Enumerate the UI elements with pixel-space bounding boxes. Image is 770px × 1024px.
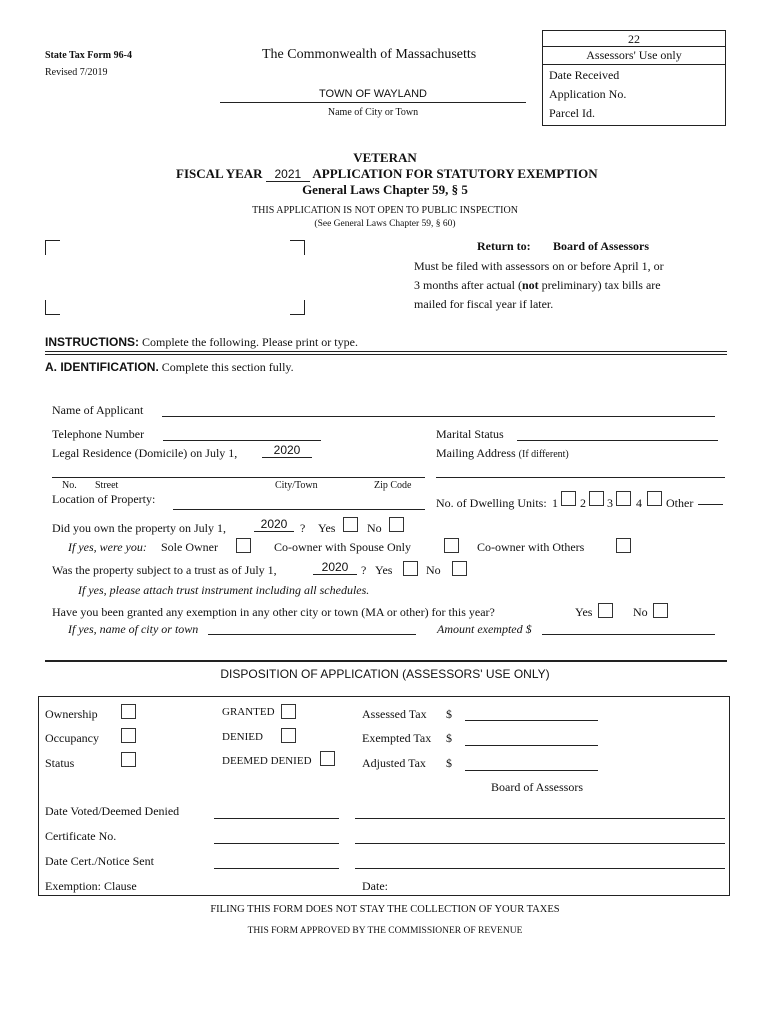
sole-owner-checkbox[interactable] xyxy=(236,538,251,553)
instructions-rule xyxy=(45,354,727,355)
address-window-corner xyxy=(290,300,305,315)
parcel-id-label: Parcel Id. xyxy=(549,106,595,120)
return-to-line2: 3 months after actual (not preliminary) tax bills are xyxy=(414,278,661,292)
residence-address-field[interactable] xyxy=(52,477,425,478)
dwelling-units-label: No. of Dwelling Units: xyxy=(436,496,547,510)
trust-no-label: No xyxy=(426,563,441,577)
dwelling-unit-option-label: 4 xyxy=(636,496,642,510)
deemed-denied-label: DEEMED DENIED xyxy=(222,755,312,767)
fiscal-year-field[interactable]: 2021 xyxy=(266,167,310,182)
residence-year-field[interactable]: 2020 xyxy=(262,443,312,458)
board-of-assessors-label: Board of Assessors xyxy=(491,780,583,794)
trust-yes-checkbox[interactable] xyxy=(403,561,418,576)
return-to-label: Return to: xyxy=(477,239,531,253)
coowner-spouse-label: Co-owner with Spouse Only xyxy=(274,540,411,554)
telephone-field[interactable] xyxy=(163,440,321,441)
exemption-no-label: No xyxy=(633,605,648,619)
public-inspection-ref: (See General Laws Chapter 59, § 60) xyxy=(314,219,456,229)
town-caption: Name of City or Town xyxy=(327,107,419,118)
dwelling-unit-option-label: 1 xyxy=(552,496,558,510)
public-inspection-notice: THIS APPLICATION IS NOT OPEN TO PUBLIC INSPECTION xyxy=(252,205,518,216)
coowner-spouse-checkbox[interactable] xyxy=(444,538,459,553)
dwelling-unit-checkbox[interactable] xyxy=(647,491,662,506)
assessors-use-box xyxy=(542,30,726,126)
deemed-denied-checkbox[interactable] xyxy=(320,751,335,766)
title-veteran: VETERAN xyxy=(353,150,417,165)
footer-approval-notice: THIS FORM APPROVED BY THE COMMISSIONER OF REVENUE xyxy=(247,926,523,936)
coowner-others-checkbox[interactable] xyxy=(616,538,631,553)
trust-year-field[interactable]: 2020 xyxy=(313,560,357,575)
address-window-corner xyxy=(45,300,60,315)
ownership-checkbox[interactable] xyxy=(121,704,136,719)
adjusted-tax-label: Adjusted Tax xyxy=(362,756,426,770)
trust-instrument-note: If yes, please attach trust instrument including all schedules. xyxy=(78,583,370,597)
exemption-city-field[interactable] xyxy=(208,634,416,635)
date-received-label: Date Received xyxy=(549,68,620,82)
address-street-caption: Street xyxy=(95,480,119,491)
address-window-corner xyxy=(290,240,305,255)
amount-exempted-field[interactable] xyxy=(542,634,715,635)
own-year-field[interactable]: 2020 xyxy=(254,517,294,532)
exemption-no-checkbox[interactable] xyxy=(653,603,668,618)
address-window-corner xyxy=(45,240,60,255)
certificate-no-field[interactable] xyxy=(214,843,339,844)
title-statute: General Laws Chapter 59, § 5 xyxy=(302,182,468,197)
disposition-rule xyxy=(45,660,727,662)
footer-collection-notice: FILING THIS FORM DOES NOT STAY THE COLLECTION OF YOUR TAXES xyxy=(210,904,560,915)
marital-status-field[interactable] xyxy=(517,440,718,441)
occupancy-checkbox[interactable] xyxy=(121,728,136,743)
trust-no-checkbox[interactable] xyxy=(452,561,467,576)
date-voted-field[interactable] xyxy=(214,818,339,819)
exemption-yes-label: Yes xyxy=(575,605,593,619)
exempted-tax-label: Exempted Tax xyxy=(362,731,432,745)
own-yes-checkbox[interactable] xyxy=(343,517,358,532)
assessor-box-number: 22 xyxy=(628,32,640,46)
assessor-signature-line[interactable] xyxy=(355,868,725,869)
ownership-label: Ownership xyxy=(45,707,98,721)
granted-label: GRANTED xyxy=(222,706,275,718)
section-a-heading: A. IDENTIFICATION. Complete this section fully. xyxy=(45,360,294,374)
marital-status-label: Marital Status xyxy=(436,427,504,441)
date-cert-field[interactable] xyxy=(214,868,339,869)
applicant-name-label: Name of Applicant xyxy=(52,403,144,417)
assessor-box-title: Assessors' Use only xyxy=(586,48,682,62)
assessor-signature-line[interactable] xyxy=(355,818,725,819)
dwelling-unit-option-label: 2 xyxy=(580,496,586,510)
commonwealth-heading: The Commonwealth of Massachusetts xyxy=(262,47,477,62)
address-zip-caption: Zip Code xyxy=(374,480,412,491)
certificate-no-label: Certificate No. xyxy=(45,829,117,843)
own-no-label: No xyxy=(367,521,382,535)
legal-residence-label: Legal Residence (Domicile) on July 1, xyxy=(52,446,238,460)
date-voted-label: Date Voted/Deemed Denied xyxy=(45,804,180,818)
amount-exempted-label: Amount exempted $ xyxy=(437,622,532,636)
dwelling-unit-checkbox[interactable] xyxy=(616,491,631,506)
adjusted-tax-field[interactable] xyxy=(465,770,598,771)
dwelling-unit-checkbox[interactable] xyxy=(561,491,576,506)
exempted-tax-dollar: $ xyxy=(446,731,452,745)
form-number: State Tax Form 96-4 xyxy=(45,50,132,61)
dwelling-unit-option-label: 3 xyxy=(607,496,613,510)
address-no-caption: No. xyxy=(62,480,77,491)
return-to-recipient: Board of Assessors xyxy=(553,239,650,253)
town-name: TOWN OF WAYLAND xyxy=(319,88,427,100)
return-to-line1: Must be filed with assessors on or before April 1, or xyxy=(414,259,664,273)
other-exemption-question: Have you been granted any exemption in any other city or town (MA or other) for this year? xyxy=(52,605,495,619)
trust-question: Was the property subject to a trust as of July 1, xyxy=(52,563,277,577)
occupancy-label: Occupancy xyxy=(45,731,99,745)
date-cert-label: Date Cert./Notice Sent xyxy=(45,854,154,868)
instructions: INSTRUCTIONS: Complete the following. Please print or type. xyxy=(45,335,358,349)
denied-checkbox[interactable] xyxy=(281,728,296,743)
own-property-question: Did you own the property on July 1, xyxy=(52,521,226,535)
exempted-tax-field[interactable] xyxy=(465,745,598,746)
dwelling-other-label: Other xyxy=(666,496,694,510)
title-line2: FISCAL YEAR 2021 APPLICATION FOR STATUTORY EXEMPTION xyxy=(176,166,598,181)
assessed-tax-label: Assessed Tax xyxy=(362,707,427,721)
status-label: Status xyxy=(45,756,75,770)
trust-yes-label: Yes xyxy=(375,563,393,577)
dwelling-other-field[interactable] xyxy=(698,504,723,505)
assessed-tax-field[interactable] xyxy=(465,720,598,721)
coowner-others-label: Co-owner with Others xyxy=(477,540,585,554)
assessed-tax-dollar: $ xyxy=(446,707,452,721)
own-yes-label: Yes xyxy=(318,521,336,535)
granted-checkbox[interactable] xyxy=(281,704,296,719)
exemption-clause-label: Exemption: Clause xyxy=(45,879,137,893)
own-no-checkbox[interactable] xyxy=(389,517,404,532)
adjusted-tax-dollar: $ xyxy=(446,756,452,770)
disposition-date-label: Date: xyxy=(362,879,388,893)
exemption-city-label: If yes, name of city or town xyxy=(68,622,199,636)
instructions-rule xyxy=(45,351,727,352)
status-checkbox[interactable] xyxy=(121,752,136,767)
return-to-line3: mailed for fiscal year if later. xyxy=(414,297,554,311)
application-no-label: Application No. xyxy=(549,87,627,101)
own-question-mark: ? xyxy=(300,521,306,535)
if-yes-were-you: If yes, were you: xyxy=(68,540,147,554)
mailing-address-label: Mailing Address (If different) xyxy=(436,446,569,460)
applicant-name-field[interactable] xyxy=(162,416,715,417)
town-underline xyxy=(220,102,526,103)
revised-date: Revised 7/2019 xyxy=(45,67,108,78)
property-location-label: Location of Property: xyxy=(52,492,156,506)
mailing-address-field[interactable] xyxy=(436,477,725,478)
property-location-field[interactable] xyxy=(173,509,425,510)
trust-question-mark: ? xyxy=(361,563,367,577)
sole-owner-label: Sole Owner xyxy=(161,540,218,554)
disposition-title: DISPOSITION OF APPLICATION (ASSESSORS' USE ONLY) xyxy=(220,667,550,681)
assessor-signature-line[interactable] xyxy=(355,843,725,844)
address-city-caption: City/Town xyxy=(275,480,318,491)
telephone-label: Telephone Number xyxy=(52,427,145,441)
denied-label: DENIED xyxy=(222,731,263,743)
exemption-yes-checkbox[interactable] xyxy=(598,603,613,618)
dwelling-unit-checkbox[interactable] xyxy=(589,491,604,506)
